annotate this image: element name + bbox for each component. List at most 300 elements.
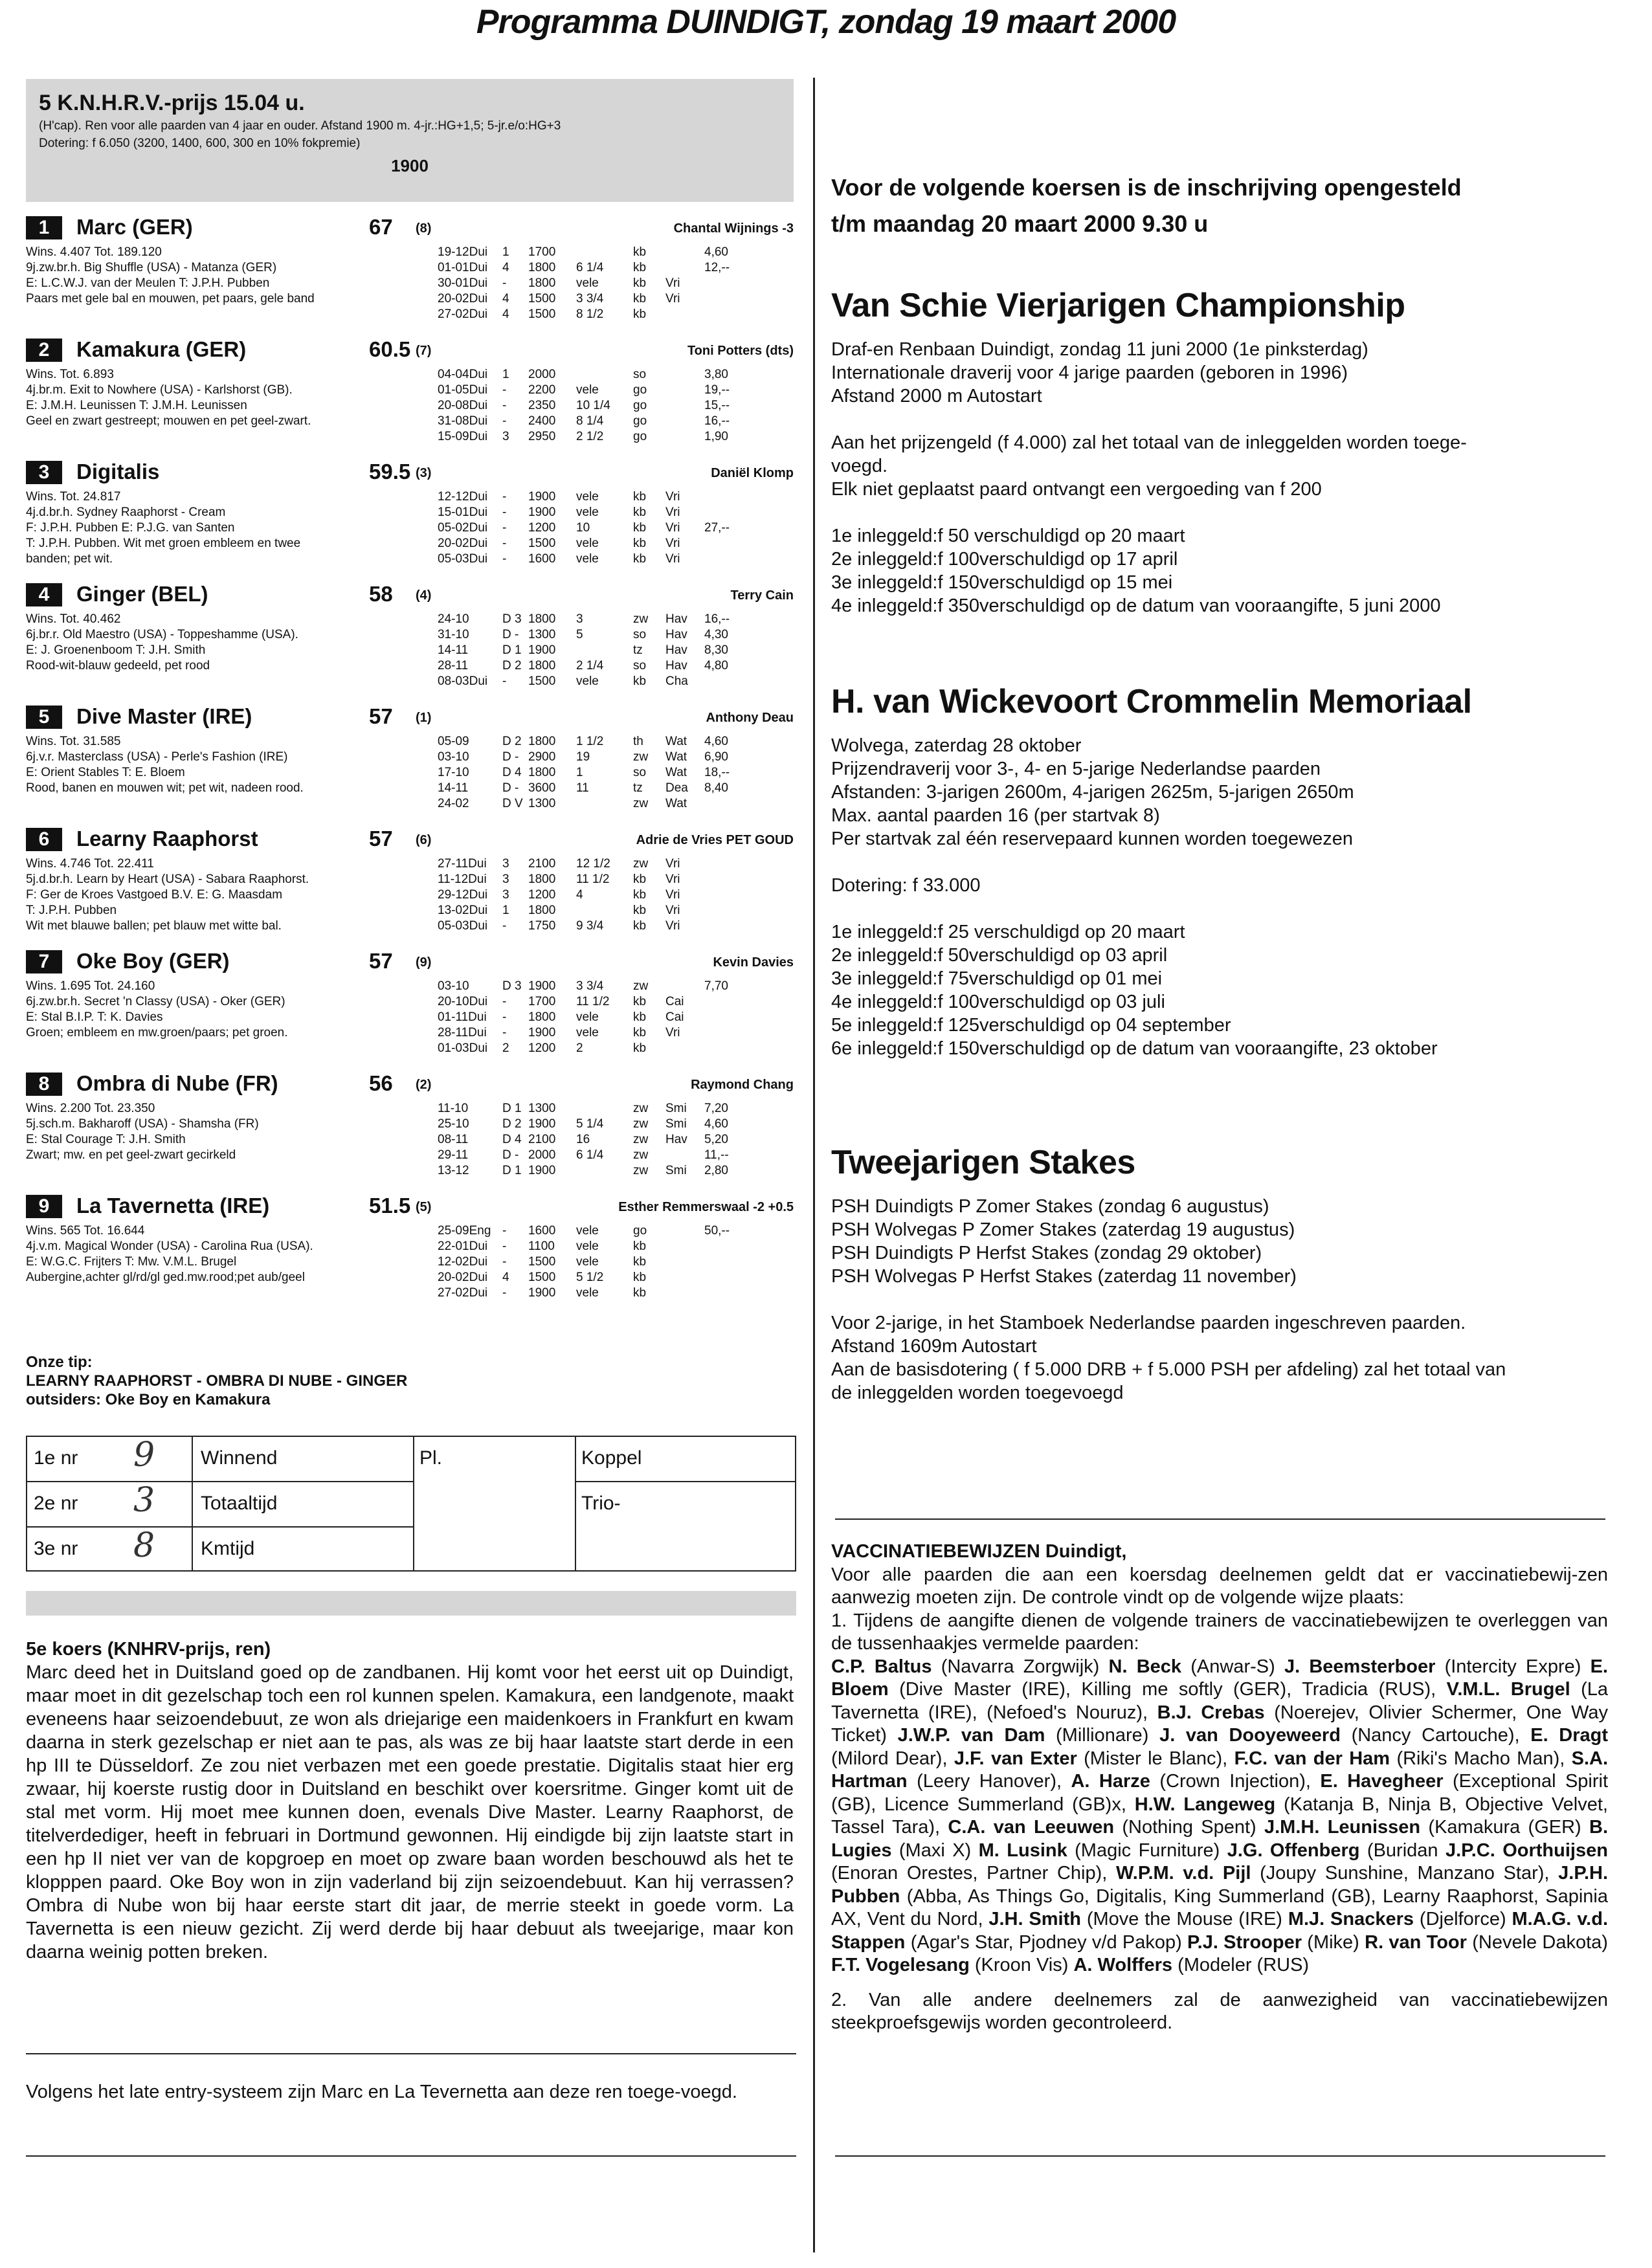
horse-info: [26, 856, 401, 934]
form-odds: 7,70: [704, 979, 728, 993]
section-line: Aan het prijzengeld (f 4.000) zal het totaal van de inleggelden worden toege-: [831, 432, 1467, 453]
horse-info-line: Wins. Tot. 6.893: [26, 368, 114, 381]
horse-weight: 57: [369, 827, 393, 850]
form-row: [438, 1163, 794, 1179]
form-going: so: [633, 659, 647, 673]
form-date: 05-03Dui: [438, 919, 488, 933]
form-track: Hav: [665, 659, 687, 673]
section-line: PSH Duindigts P Herfst Stakes (zondag 29 oktober): [831, 1243, 1262, 1263]
horse-jockey: Toni Potters (dts): [687, 344, 794, 358]
form-place: -: [502, 919, 507, 933]
form-place: D 4: [502, 766, 522, 779]
horse-info-line: 5j.sch.m. Bakharoff (USA) - Shamsha (FR): [26, 1117, 259, 1131]
trainer-horses: (Nevele Dakota): [1472, 1931, 1608, 1953]
horse-info-line: 6j.zw.br.h. Secret 'n Classy (USA) - Oker (GER): [26, 995, 285, 1008]
form-row: [438, 1101, 794, 1117]
form-row: [438, 887, 794, 903]
trainer-horses: (Modeler (RUS): [1178, 1955, 1310, 1975]
form-date: 29-11: [438, 1148, 469, 1162]
section-title: Tweejarigen Stakes: [831, 1144, 1135, 1181]
result-line: [192, 1437, 193, 1570]
form-margin: vele: [576, 1255, 599, 1269]
horse-entry: [26, 458, 794, 581]
grey-bar: [26, 1591, 796, 1616]
horse-number: 3: [26, 461, 62, 484]
result-second-handwritten: 3: [133, 1481, 155, 1520]
result-line: [575, 1437, 576, 1570]
horse-entry: [26, 948, 794, 1070]
form-going: kb: [633, 1286, 647, 1300]
form-place: 4: [502, 307, 509, 321]
form-date: 03-10: [438, 750, 469, 764]
form-place: 3: [502, 873, 509, 886]
horse-post: (7): [416, 344, 432, 358]
form-going: kb: [633, 1026, 647, 1040]
form-track: Hav: [665, 1133, 687, 1146]
trainer-name: M. Lusink: [978, 1840, 1067, 1861]
form-date: 31-10: [438, 628, 469, 641]
form-track: Vri: [665, 537, 680, 550]
trainer-horses: (Nancy Cartouche),: [1351, 1725, 1520, 1746]
trainer-horses: (Maxi X): [899, 1840, 972, 1861]
form-place: 2: [502, 1041, 509, 1055]
horse-info-line: E: W.G.C. Frijters T: Mw. V.M.L. Brugel: [26, 1255, 237, 1269]
form-place: -: [502, 1026, 507, 1040]
form-going: kb: [633, 307, 647, 321]
trainer-name: B. Lugies: [831, 1817, 1608, 1861]
horse-name: Ginger (BEL): [76, 582, 208, 606]
form-odds: 2,80: [704, 1164, 728, 1177]
trainer-name: E. Havegheer: [1320, 1771, 1444, 1792]
result-line: [27, 1526, 413, 1528]
form-margin: 2: [576, 1041, 583, 1055]
form-odds: 19,--: [704, 383, 730, 397]
horse-info-line: 9j.zw.br.h. Big Shuffle (USA) - Matanza (GER): [26, 261, 277, 274]
form-track: [665, 1239, 704, 1254]
race-header: [26, 79, 794, 202]
form-margin: vele: [576, 674, 599, 688]
form-margin: 11 1/2: [576, 995, 610, 1008]
form-going: kb: [633, 276, 647, 290]
form-date: 08-11: [438, 1133, 469, 1146]
horse-form: [438, 612, 794, 689]
fee-line: 2e inleggeld:f 100verschuldigd op 17 april: [831, 549, 1178, 570]
trainer-horses: (Mike): [1307, 1931, 1359, 1953]
form-row: [438, 551, 794, 567]
section-line: Internationale draverij voor 4 jarige paarden (geboren in 1996): [831, 362, 1348, 383]
form-place: 3: [502, 888, 509, 902]
form-odds: 4,30: [704, 628, 728, 641]
form-date: 05-03Dui: [438, 552, 488, 566]
form-odds: [704, 1285, 756, 1301]
form-going: kb: [633, 904, 647, 917]
form-track: [665, 1270, 704, 1285]
form-row: [438, 856, 794, 872]
form-row: [438, 489, 794, 505]
trainer-horses: (Buridan: [1367, 1840, 1438, 1861]
form-date: 27-02Dui: [438, 1286, 488, 1300]
form-row: [438, 1254, 794, 1270]
section-line: PSH Duindigts P Zomer Stakes (zondag 6 augustus): [831, 1196, 1269, 1217]
form-going: kb: [633, 1041, 647, 1055]
form-row: [438, 307, 794, 322]
form-place: 1: [502, 245, 509, 259]
horse-info-line: 6j.br.r. Old Maestro (USA) - Toppeshamme (USA).: [26, 628, 298, 641]
form-date: 17-10: [438, 766, 469, 779]
result-box: [26, 1436, 796, 1572]
tip-picks: LEARNY RAAPHORST - OMBRA DI NUBE - GINGER: [26, 1372, 408, 1390]
form-track: Wat: [665, 750, 687, 764]
trainer-horses: (Exceptional Spirit (GB), Licence Summerland (GB)x,: [831, 1771, 1609, 1815]
form-going: kb: [633, 490, 647, 504]
trainer-name: M.A.G. v.d. Stappen: [831, 1909, 1608, 1953]
trainer-name: J. Beemsterboer: [1284, 1656, 1436, 1677]
form-track: [665, 979, 704, 994]
form-place: 1: [502, 368, 509, 381]
form-date: 28-11Dui: [438, 1026, 487, 1040]
trainer-horses: (Navarra Zorgwijk): [941, 1656, 1100, 1677]
trainer-name: H.W. Langeweg: [1134, 1794, 1276, 1815]
our-tip: [26, 1353, 794, 1409]
vaccination-intro: Voor alle paarden die aan een koersdag deelnemen geldt dat er vaccinatiebewij-zen aanwezig moeten zijn. De controle vindt op de volgende wijze plaats:: [831, 1564, 1608, 1608]
form-date: 29-12Dui: [438, 888, 488, 902]
trainer-horses: (La Tavernetta (IRE), (Nefoed's Nouruz),: [831, 1679, 1609, 1723]
horse-info-line: Wins. Tot. 31.585: [26, 735, 121, 748]
horse-info-line: T: J.P.H. Pubben: [26, 904, 117, 917]
trainer-name: N. Beck: [1108, 1656, 1182, 1677]
form-distance: 1800: [528, 1010, 556, 1024]
form-going: zw: [633, 857, 649, 871]
horse-entry: [26, 1070, 794, 1192]
section-line: PSH Wolvegas P Herfst Stakes (zaterdag 11 november): [831, 1266, 1297, 1287]
form-margin: 3: [576, 612, 583, 626]
form-date: 08-03Dui: [438, 674, 488, 688]
horse-info-line: Wins. 4.407 Tot. 189.120: [26, 245, 162, 259]
form-place: -: [502, 399, 507, 412]
form-track: Cha: [665, 674, 688, 688]
horse-entry: [26, 581, 794, 703]
form-place: -: [502, 552, 507, 566]
trainer-name: J.P.C. Oorthuijsen: [1445, 1840, 1608, 1861]
horse-number: 6: [26, 828, 62, 851]
horse-header: [26, 214, 794, 242]
horse-header: [26, 1070, 794, 1098]
section-line: Voor 2-jarige, in het Stamboek Nederlandse paarden ingeschreven paarden.: [831, 1313, 1466, 1333]
form-margin: vele: [576, 1010, 599, 1024]
form-track: Cai: [665, 995, 684, 1008]
horse-number: 2: [26, 339, 62, 362]
horse-jockey: Chantal Wijnings -3: [673, 221, 794, 236]
race-review: [26, 1638, 794, 1964]
trainer-horses: (Leery Hanover),: [917, 1771, 1062, 1792]
form-row: [438, 872, 794, 887]
horse-jockey: Daniël Klomp: [711, 466, 794, 480]
form-row: [438, 520, 794, 536]
form-distance: 1200: [528, 521, 556, 535]
form-place: -: [502, 1255, 507, 1269]
form-track: [665, 260, 704, 276]
trainer-horses: (Crown Injection),: [1159, 1771, 1311, 1792]
form-date: 24-10: [438, 612, 469, 626]
form-place: -: [502, 414, 507, 428]
form-going: kb: [633, 1240, 647, 1253]
race-prize: Dotering: f 6.050 (3200, 1400, 600, 300 en 10% fokpremie): [39, 137, 361, 150]
section-wickevoort: [831, 681, 1634, 1060]
form-going: kb: [633, 292, 647, 306]
form-margin: vele: [576, 490, 599, 504]
form-place: 1: [502, 904, 509, 917]
form-date: 01-11Dui: [438, 1010, 487, 1024]
form-odds: [704, 903, 756, 918]
form-row: [438, 1223, 794, 1239]
trainer-horses: (Djelforce): [1419, 1909, 1506, 1929]
horse-info-line: E: Stal B.I.P. T: K. Davies: [26, 1010, 163, 1024]
form-margin: 11: [576, 781, 589, 795]
form-track: [665, 1223, 704, 1239]
form-margin: [576, 367, 633, 383]
form-going: go: [633, 383, 647, 397]
fee-line: 3e inleggeld:f 75verschuldigd op 01 mei: [831, 968, 1163, 989]
horse-weight: 57: [369, 949, 393, 973]
horse-number: 4: [26, 583, 62, 606]
form-margin: vele: [576, 537, 599, 550]
trainer-horses: (Abba, As Things Go, Digitalis, King Summerland (GB), Learny Raaphorst, Sapinia AX, Vent du Nord,: [831, 1885, 1609, 1929]
form-date: 12-02Dui: [438, 1255, 488, 1269]
form-margin: 5 1/2: [576, 1271, 604, 1284]
form-row: [438, 734, 794, 750]
horse-name: Digitalis: [76, 460, 160, 484]
horse-weight: 60.5: [369, 337, 411, 361]
horse-name: Dive Master (IRE): [76, 704, 252, 728]
form-date: 25-09Eng: [438, 1224, 491, 1238]
form-odds: [704, 307, 756, 322]
trainer-horses: (Mister le Blanc),: [1084, 1748, 1228, 1769]
horse-post: (3): [416, 466, 432, 480]
horse-list: [26, 214, 794, 1315]
result-third-label: 3e nr: [34, 1538, 78, 1559]
form-row: [438, 1041, 794, 1056]
form-margin: 2 1/4: [576, 659, 604, 673]
trainer-horses: (Joupy Sunshine, Manzano Star),: [1260, 1863, 1550, 1884]
form-place: -: [502, 1010, 507, 1024]
column-divider: [813, 78, 815, 2252]
section-line: Wolvega, zaterdag 28 oktober: [831, 735, 1082, 756]
form-odds: [704, 674, 756, 689]
form-track: Vri: [665, 1026, 680, 1040]
form-going: go: [633, 399, 647, 412]
trainer-name: P.J. Strooper: [1187, 1931, 1302, 1953]
trainer-name: F.T. Vogelesang: [831, 1955, 970, 1975]
result-trio-label: Trio-: [581, 1493, 621, 1514]
horse-post: (8): [416, 221, 432, 236]
form-odds: 4,80: [704, 659, 728, 673]
horse-form: [438, 856, 794, 934]
form-distance: 2000: [528, 368, 556, 381]
form-track: Wat: [665, 735, 687, 748]
trainer-name: J.H. Smith: [988, 1909, 1081, 1929]
form-date: 03-10: [438, 979, 469, 993]
form-odds: 4,60: [704, 735, 728, 748]
form-row: [438, 979, 794, 994]
section-tweejarigen: [831, 1142, 1634, 1405]
form-distance: 1600: [528, 552, 556, 566]
form-place: D 1: [502, 643, 522, 657]
form-odds: 12,--: [704, 261, 730, 274]
form-track: [665, 307, 704, 322]
trainer-name: W.P.M. v.d. Pijl: [1116, 1863, 1251, 1884]
form-row: [438, 643, 794, 658]
form-margin: 9 3/4: [576, 919, 604, 933]
form-date: 14-11: [438, 643, 469, 657]
form-going: kb: [633, 995, 647, 1008]
horse-info-line: E: J.M.H. Leunissen T: J.M.H. Leunissen: [26, 399, 247, 412]
vaccination-point-1: 1. Tijdens de aangifte dienen de volgende trainers de vaccinatiebewijzen te overleggen van de tussenhaakjes vermelde paarden:: [831, 1610, 1608, 1654]
form-odds: 18,--: [704, 766, 730, 779]
race-distance: 1900: [391, 156, 429, 175]
trainer-name: C.P. Baltus: [831, 1656, 932, 1677]
race-title: 5 K.N.H.R.V.-prijs 15.04 u.: [39, 91, 305, 115]
form-row: [438, 903, 794, 918]
form-track: [665, 398, 704, 414]
horse-number: 7: [26, 950, 62, 973]
horse-header: [26, 825, 794, 854]
horse-entry: [26, 825, 794, 948]
result-line: [575, 1481, 795, 1482]
form-date: 27-11Dui: [438, 857, 487, 871]
form-date: 14-11: [438, 781, 469, 795]
form-row: [438, 505, 794, 520]
form-distance: 1700: [528, 995, 556, 1008]
form-odds: [704, 1270, 756, 1285]
section-line: PSH Wolvegas P Zomer Stakes (zaterdag 19 augustus): [831, 1219, 1295, 1240]
form-margin: vele: [576, 1026, 599, 1040]
form-row: [438, 1025, 794, 1041]
form-going: tz: [633, 781, 643, 795]
form-margin: 16: [576, 1133, 590, 1146]
form-track: Vri: [665, 490, 680, 504]
form-row: [438, 367, 794, 383]
form-margin: vele: [576, 276, 599, 290]
horse-info-line: Wins. 565 Tot. 16.644: [26, 1224, 145, 1238]
form-margin: 10: [576, 521, 590, 535]
form-row: [438, 674, 794, 689]
rule: [26, 2053, 796, 2054]
form-date: 20-02Dui: [438, 537, 488, 550]
horse-name: Learny Raaphorst: [76, 827, 258, 850]
form-distance: 1500: [528, 292, 556, 306]
form-going: zw: [633, 612, 649, 626]
form-track: Hav: [665, 612, 687, 626]
form-distance: 1700: [528, 245, 556, 259]
trainer-name: A. Wolffers: [1073, 1955, 1172, 1975]
form-odds: [704, 796, 756, 812]
horse-info-line: E: J. Groenenboom T: J.H. Smith: [26, 643, 206, 657]
form-place: -: [502, 537, 507, 550]
form-going: tz: [633, 643, 643, 657]
form-going: so: [633, 766, 647, 779]
form-row: [438, 1270, 794, 1285]
form-date: 12-12Dui: [438, 490, 488, 504]
form-going: kb: [633, 1271, 647, 1284]
form-distance: 1300: [528, 1102, 556, 1115]
form-row: [438, 1285, 794, 1301]
trainer-horses: (Intercity Expre): [1444, 1656, 1581, 1677]
form-date: 30-01Dui: [438, 276, 488, 290]
horse-info-line: Wins. 2.200 Tot. 23.350: [26, 1102, 155, 1115]
trainer-name: E. Bloem: [831, 1656, 1608, 1700]
form-distance: 2200: [528, 383, 556, 397]
trainer-name: J.G. Offenberg: [1227, 1840, 1360, 1861]
vaccination-title: VACCINATIEBEWIJZEN Duindigt,: [831, 1541, 1127, 1562]
form-going: go: [633, 1224, 647, 1238]
form-row: [438, 1148, 794, 1163]
form-odds: 4,60: [704, 245, 728, 259]
form-distance: 1900: [528, 1286, 556, 1300]
vaccination-point-2: 2. Van alle andere deelnemers zal de aanwezigheid van vaccinatiebewijzen steekproefsgewijs worden gecontroleerd.: [831, 1989, 1608, 2033]
form-going: zw: [633, 750, 649, 764]
form-odds: [704, 1041, 756, 1056]
horse-entry: [26, 1192, 794, 1315]
horse-name: Kamakura (GER): [76, 337, 247, 361]
late-entry-note: Volgens het late entry-systeem zijn Marc en La Tevernetta aan deze ren toege-voegd.: [26, 2082, 737, 2102]
form-margin: 1: [576, 766, 583, 779]
form-track: Vri: [665, 552, 680, 566]
form-track: Vri: [665, 919, 680, 933]
form-odds: 27,--: [704, 521, 730, 535]
tip-outsiders: outsiders: Oke Boy en Kamakura: [26, 1391, 271, 1408]
form-row: [438, 918, 794, 934]
form-row: [438, 398, 794, 414]
form-place: D 4: [502, 1133, 522, 1146]
trainer-name: E. Dragt: [1530, 1725, 1608, 1746]
form-track: Smi: [665, 1164, 687, 1177]
form-row: [438, 429, 794, 445]
form-odds: [704, 276, 756, 291]
fee-line: 1e inleggeld:f 25 verschuldigd op 20 maart: [831, 922, 1185, 942]
form-distance: 1800: [528, 261, 556, 274]
horse-info-line: Rood-wit-blauw gedeeld, pet rood: [26, 659, 210, 673]
form-distance: 1800: [528, 276, 556, 290]
form-margin: 5: [576, 628, 583, 641]
trainer-name: J. van Dooyeweerd: [1159, 1725, 1341, 1746]
form-distance: 1900: [528, 643, 556, 657]
form-margin: 12 1/2: [576, 857, 610, 871]
form-place: 4: [502, 292, 509, 306]
form-track: Vri: [665, 292, 680, 306]
form-odds: [704, 994, 756, 1010]
form-going: so: [633, 368, 647, 381]
horse-number: 1: [26, 216, 62, 239]
horse-form: [438, 367, 794, 445]
form-place: D -: [502, 628, 519, 641]
result-kmtijd-label: Kmtijd: [201, 1538, 255, 1559]
trainer-horses: (Move the Mouse (IRE): [1086, 1909, 1282, 1929]
form-distance: 1500: [528, 307, 556, 321]
form-row: [438, 627, 794, 643]
form-place: -: [502, 995, 507, 1008]
form-track: Vri: [665, 506, 680, 519]
horse-jockey: Kevin Davies: [713, 955, 794, 970]
form-date: 05-09: [438, 735, 469, 748]
form-margin: 8 1/4: [576, 414, 604, 428]
form-distance: 1800: [528, 735, 556, 748]
form-margin: 11 1/2: [576, 873, 610, 886]
horse-name: Oke Boy (GER): [76, 949, 230, 973]
form-track: [665, 383, 704, 398]
form-track: Smi: [665, 1102, 687, 1115]
horse-info: [26, 245, 401, 307]
trainer-name: J.M.H. Leunissen: [1264, 1817, 1421, 1838]
